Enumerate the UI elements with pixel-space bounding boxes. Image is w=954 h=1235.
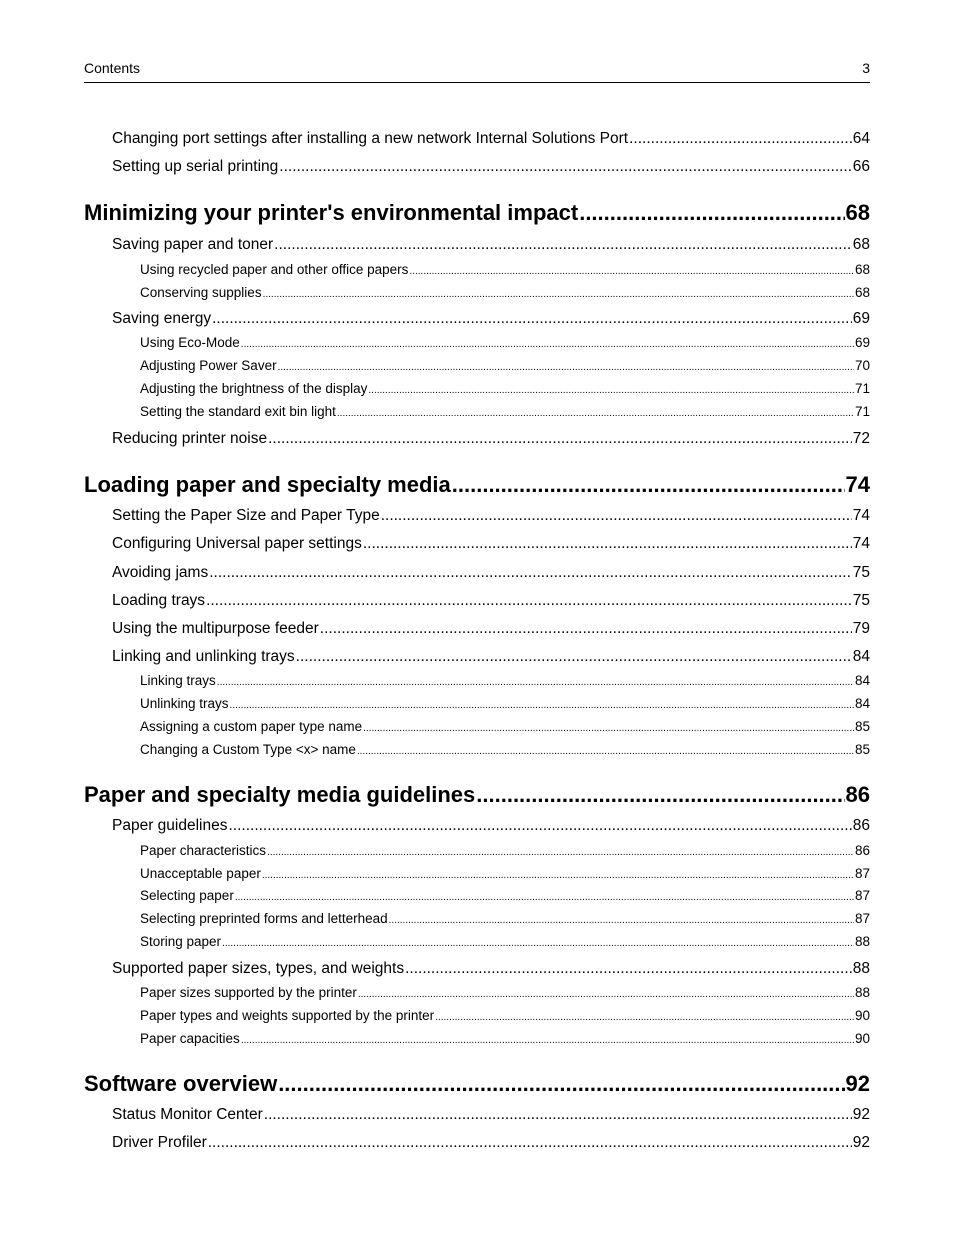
toc-entry-page: 92 [852,1134,870,1151]
toc-entry-level-3[interactable] [140,719,870,737]
toc-entry-level-3[interactable] [140,358,870,376]
toc-entry-page: 66 [852,158,870,175]
toc-dot-leader [452,472,845,498]
toc-dot-leader [368,385,854,396]
toc-entry-title: Unacceptable paper [140,866,261,881]
toc-entry-title: Setting the standard exit bin light [140,404,336,419]
toc-entry-level-3[interactable] [140,673,870,691]
toc-entry-page: 74 [845,472,870,497]
toc-dot-leader [278,1071,844,1097]
toc-entry-title: Configuring Universal paper settings [112,535,362,552]
toc-entry-level-3[interactable] [140,1008,870,1026]
toc-dot-leader [337,408,854,419]
toc-entry-title: Changing a Custom Type <x> name [140,742,356,757]
toc-entry-page: 87 [854,911,870,926]
toc-entry-title: Paper characteristics [140,843,267,858]
toc-entry-page: 88 [854,985,870,1000]
toc-entry-level-3[interactable] [140,866,870,884]
toc-entry-level-2[interactable] [112,1106,870,1126]
toc-dot-leader [435,1012,854,1023]
toc-dot-leader [363,723,854,734]
toc-entry-level-2[interactable] [112,535,870,555]
toc-entry-level-3[interactable] [140,404,870,422]
toc-entry-level-2[interactable] [112,430,870,450]
toc-entry-page: 84 [852,648,870,665]
toc-dot-leader [579,200,844,226]
toc-entry-title: Linking and unlinking trays [112,648,295,665]
toc-dot-leader [279,158,851,176]
toc-entry-title: Setting the Paper Size and Paper Type [112,507,380,524]
toc-entry-page: 87 [854,866,870,881]
toc-dot-leader [358,989,854,1000]
toc-entry-level-2[interactable] [112,592,870,612]
toc-entry-page: 74 [852,535,870,552]
toc-dot-leader [357,746,854,757]
toc-entry-page: 64 [852,130,870,147]
toc-entry-title: Avoiding jams [112,564,209,581]
toc-entry-title: Software overview [84,1071,278,1096]
toc-entry-title: Adjusting the brightness of the display [140,381,368,396]
toc-entry-page: 86 [845,782,870,807]
toc-entry-title: Saving energy [112,310,212,327]
toc-entry-level-3[interactable] [140,911,870,929]
toc-dot-leader [208,1134,852,1152]
toc-entry-page: 79 [852,620,870,637]
toc-entry-level-3[interactable] [140,285,870,303]
toc-entry-title: Conserving supplies [140,285,262,300]
toc-entry-title: Adjusting Power Saver [140,358,277,373]
toc-dot-leader [264,1106,852,1124]
toc-entry-page: 71 [854,404,870,419]
toc-entry-title: Setting up serial printing [112,158,279,175]
toc-entry-page: 68 [854,262,870,277]
page-header [84,60,870,83]
toc-dot-leader [296,648,852,666]
toc-dot-leader [268,430,852,448]
toc-entry-title: Using the multipurpose feeder [112,620,319,637]
toc-entry-title: Storing paper [140,934,222,949]
toc-entry-page: 68 [845,200,870,225]
toc-entry-title: Loading paper and specialty media [84,472,451,497]
header-page-number: 3 [862,60,870,76]
toc-dot-leader [389,915,854,926]
toc-entry-page: 84 [854,673,870,688]
toc-entry-title: Linking trays [140,673,216,688]
toc-entry-title: Assigning a custom paper type name [140,719,363,734]
toc-dot-leader [241,339,854,350]
toc-entry-page: 90 [854,1031,870,1046]
toc-entry-title: Minimizing your printer's environmental impact [84,200,579,225]
toc-entry-level-1[interactable] [84,472,870,500]
toc-entry-title: Loading trays [112,592,206,609]
toc-entry-title: Selecting paper [140,888,234,903]
toc-entry-page: 85 [854,742,870,757]
toc-dot-leader [241,1035,854,1046]
toc-dot-leader [476,782,844,808]
toc-dot-leader [363,535,852,553]
toc-entry-title: Paper types and weights supported by the printer [140,1008,435,1023]
toc-entry-page: 86 [852,817,870,834]
toc-entry-level-3[interactable] [140,934,870,952]
header-section-title: Contents [84,60,141,76]
toc-entry-level-2[interactable] [112,158,870,178]
toc-dot-leader [222,938,854,949]
toc-entry-level-1[interactable] [84,200,870,228]
toc-dot-leader [274,236,852,254]
toc-entry-page: 88 [852,960,870,977]
toc-entry-level-3[interactable] [140,335,870,353]
toc-entry-level-2[interactable] [112,620,870,640]
toc-entry-level-3[interactable] [140,888,870,906]
toc-entry-title: Changing port settings after installing a new network Internal Solutions Port [112,130,629,147]
toc-entry-title: Saving paper and toner [112,236,274,253]
toc-dot-leader [209,564,852,582]
toc-entry-level-3[interactable] [140,696,870,714]
toc-entry-title: Paper guidelines [112,817,228,834]
toc-entry-level-2[interactable] [112,564,870,584]
toc-entry-title: Using recycled paper and other office papers [140,262,409,277]
toc-entry-page: 68 [852,236,870,253]
toc-dot-leader [212,310,852,328]
toc-entry-title: Driver Profiler [112,1134,207,1151]
toc-entry-page: 71 [854,381,870,396]
toc-entry-level-2[interactable] [112,130,870,150]
toc-dot-leader [262,870,854,881]
toc-dot-leader [267,847,854,858]
toc-dot-leader [235,892,854,903]
toc-entry-title: Supported paper sizes, types, and weights [112,960,405,977]
toc-entry-level-2[interactable] [112,817,870,837]
toc-dot-leader [405,960,852,978]
toc-entry-title: Selecting preprinted forms and letterhead [140,911,388,926]
toc-entry-level-2[interactable] [112,236,870,256]
toc-dot-leader [217,677,854,688]
toc-entry-page: 88 [854,934,870,949]
toc-dot-leader [409,266,854,277]
toc-entry-level-3[interactable] [140,742,870,760]
toc-entry-level-2[interactable] [112,310,870,330]
toc-entry-level-2[interactable] [112,960,870,980]
toc-entry-level-2[interactable] [112,648,870,668]
toc-entry-level-3[interactable] [140,985,870,1003]
toc-entry-page: 92 [852,1106,870,1123]
toc-entry-level-2[interactable] [112,1134,870,1154]
toc-entry-level-1[interactable] [84,782,870,810]
toc-dot-leader [320,620,852,638]
toc-entry-title: Unlinking trays [140,696,229,711]
toc-entry-title: Paper sizes supported by the printer [140,985,357,1000]
toc-entry-page: 69 [854,335,870,350]
toc-entry-level-3[interactable] [140,262,870,280]
toc-entry-level-3[interactable] [140,843,870,861]
toc-entry-page: 85 [854,719,870,734]
toc-entry-title: Paper capacities [140,1031,240,1046]
toc-entry-page: 90 [854,1008,870,1023]
toc-entry-page: 74 [852,507,870,524]
toc-dot-leader [629,130,852,148]
toc-entry-page: 70 [854,358,870,373]
toc-entry-page: 75 [852,592,870,609]
toc-entry-page: 75 [852,564,870,581]
toc-entry-title: Using Eco-Mode [140,335,240,350]
toc-dot-leader [278,362,854,373]
toc-entry-page: 72 [852,430,870,447]
toc-dot-leader [228,817,851,835]
toc-entry-level-3[interactable] [140,1031,870,1049]
toc-dot-leader [381,507,852,525]
toc-dot-leader [206,592,852,610]
toc-dot-leader [230,700,854,711]
toc-entry-level-3[interactable] [140,381,870,399]
toc-dot-leader [263,289,854,300]
toc-entry-page: 87 [854,888,870,903]
toc-entry-page: 86 [854,843,870,858]
toc-entry-page: 92 [845,1071,870,1096]
toc-entry-page: 84 [854,696,870,711]
toc-entry-title: Reducing printer noise [112,430,268,447]
toc-entry-page: 69 [852,310,870,327]
toc-entry-title: Paper and specialty media guidelines [84,782,476,807]
toc-entry-level-1[interactable] [84,1071,870,1099]
toc-entry-page: 68 [854,285,870,300]
toc-entry-level-2[interactable] [112,507,870,527]
toc-entry-title: Status Monitor Center [112,1106,263,1123]
